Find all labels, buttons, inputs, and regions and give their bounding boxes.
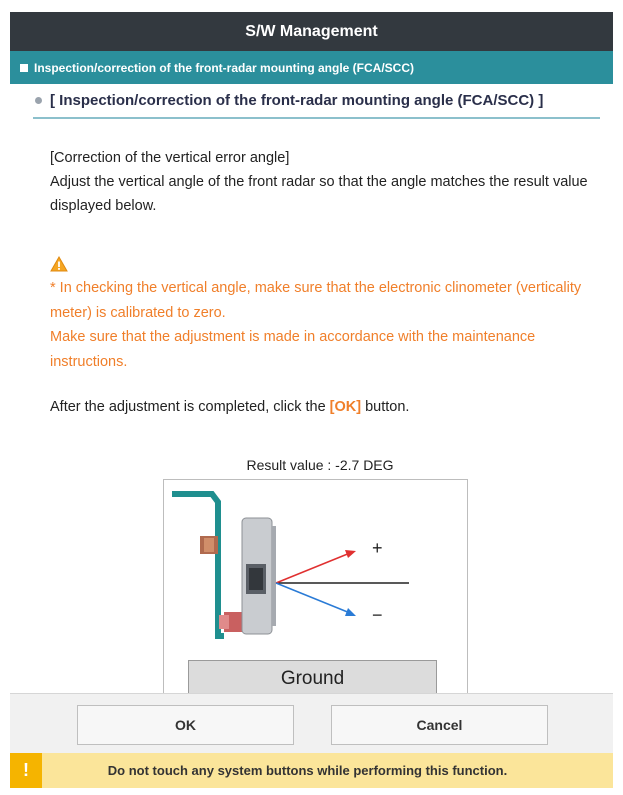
function-subheader: [10, 51, 613, 84]
cancel-button[interactable]: Cancel: [331, 705, 548, 745]
bullet-icon: [35, 97, 42, 104]
ground-label: Ground: [188, 660, 437, 698]
warning-text: [50, 276, 605, 374]
minus-angle-arrow: [276, 583, 350, 613]
minus-symbol: −: [372, 605, 383, 625]
ok-emphasis: [OK]: [329, 399, 362, 415]
instruction-text: [50, 146, 595, 218]
mounting-bracket: [172, 494, 224, 636]
after-text-start: After the adjustment is completed, click the: [50, 399, 330, 415]
after-adjustment-text: [50, 395, 595, 419]
after-text-end: button.: [361, 399, 410, 415]
sw-management-window: [10, 12, 613, 788]
exclamation-icon: !: [10, 753, 42, 788]
section-title-text: [ Inspection/correction of the front-radar mounting angle (FCA/SCC) ]: [50, 92, 544, 109]
notice-bar: [10, 753, 613, 788]
warning-triangle-icon: [50, 256, 68, 272]
radar-angle-figure: [163, 479, 468, 701]
plus-angle-arrow: [276, 553, 350, 583]
ok-button[interactable]: OK: [77, 705, 294, 745]
window-title: S/W Management: [10, 12, 613, 51]
plus-symbol: +: [372, 538, 383, 558]
result-value-label: Result value : -2.7 DEG: [246, 457, 394, 473]
instruction-heading: [Correction of the vertical error angle]: [50, 150, 290, 166]
dialog-footer: [10, 693, 613, 754]
notice-text: Do not touch any system buttons while performing this function.: [107, 763, 508, 778]
instruction-body: Adjust the vertical angle of the front radar so that the angle matches the result value displayed below.: [50, 174, 588, 214]
warning-line-1: * In checking the vertical angle, make sure that the electronic clinometer (verticality meter) is calibrated to zero.: [50, 280, 582, 321]
radar-diagram: [164, 480, 467, 660]
square-bullet-icon: [20, 64, 28, 72]
subheader-label: Inspection/correction of the front-radar mounting angle (FCA/SCC): [34, 60, 415, 75]
section-title: [33, 92, 600, 119]
warning-line-2: Make sure that the adjustment is made in accordance with the maintenance instructions.: [50, 329, 536, 370]
